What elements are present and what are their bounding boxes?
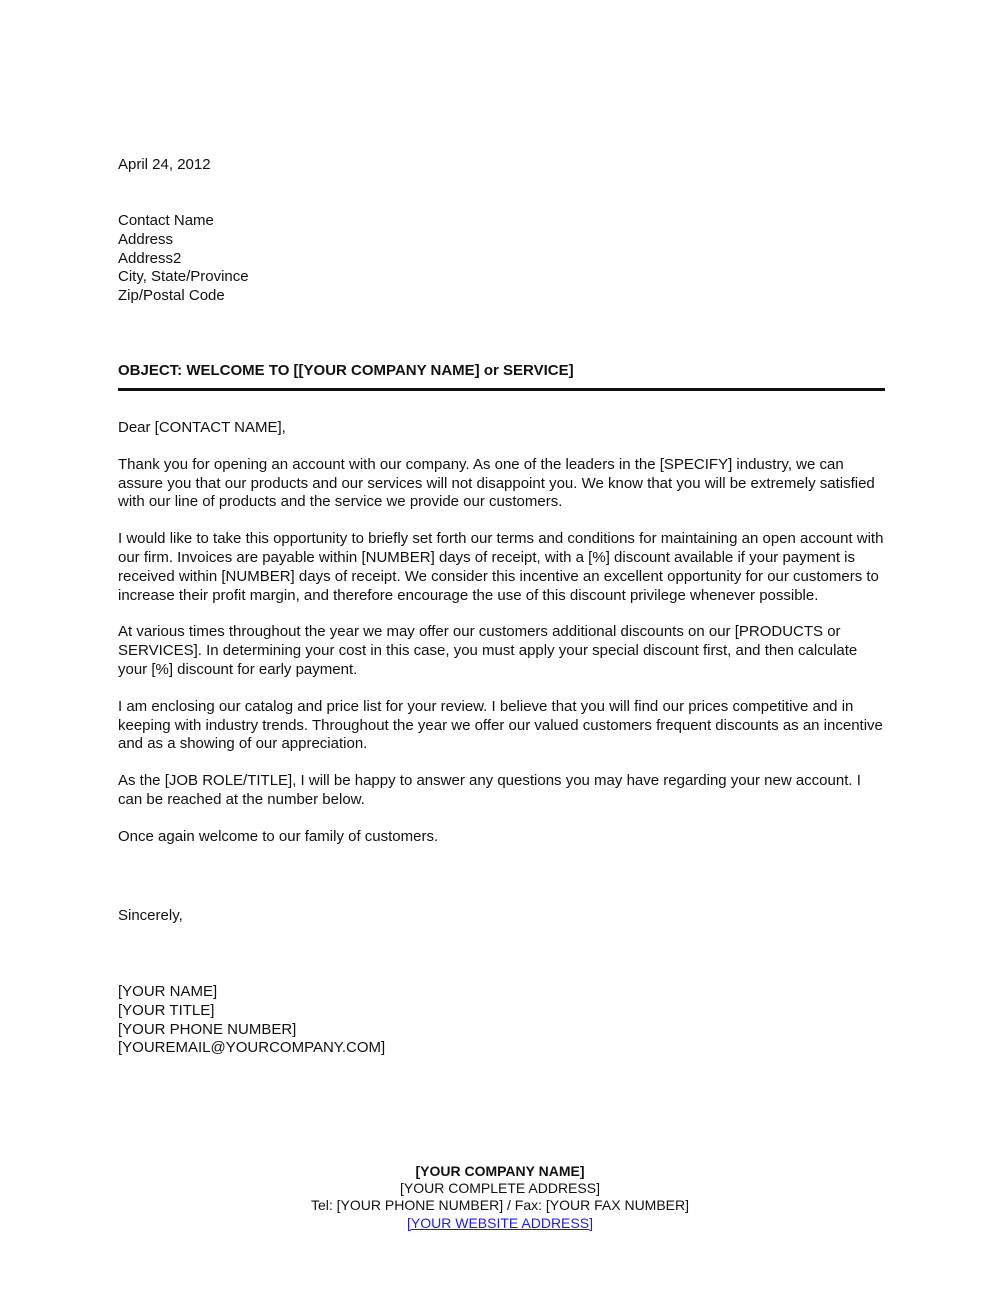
paragraph-4: I am enclosing our catalog and price list for your review. I believe that you will find our prices competitive and in keeping with industry trends. Throughout the year we offer our valued customers frequent discounts as an incentive and as a showing of our appreciation. <box>118 697 883 753</box>
paragraph-1: Thank you for opening an account with our company. As one of the leaders in the [SPECIFY] industry, we can assure you that our products and our services will not disappoint you. We know that you will be extremely satisfied with our line of products and the service we provide our customers. <box>118 455 875 511</box>
letter-body <box>118 419 886 865</box>
signature-name: [YOUR NAME] <box>118 983 218 1000</box>
paragraph-3: At various times throughout the year we may offer our customers additional discounts on our [PRODUCTS or SERVICES]. In determining your cost in this case, you must apply your special discount first, and then calculate your [%] discount for early payment. <box>118 623 858 678</box>
recipient-address: Address <box>118 230 174 248</box>
recipient-zip: Zip/Postal Code <box>118 287 225 305</box>
letter-footer <box>0 1163 1000 1232</box>
footer-contact: Tel: [YOUR PHONE NUMBER] / Fax: [YOUR FAX NUMBER] <box>310 1197 690 1214</box>
signature-title: [YOUR TITLE] <box>118 1001 215 1019</box>
letter-date: April 24, 2012 <box>118 156 211 173</box>
closing: Sincerely, <box>118 907 183 924</box>
recipient-name: Contact Name <box>118 212 214 229</box>
paragraph-2: I would like to take this opportunity to briefly set forth our terms and conditions for maintaining an open account with our firm. Invoices are payable within [NUMBER] days of receipt, with a [%] discount available if your payment is received within [NUMBER] days of receipt. We consider this incentive an excellent opportunity for our customers to increase their profit margin, and therefore encourage the use of this discount privilege whenever possible. <box>118 530 884 604</box>
footer-company: [YOUR COMPANY NAME] <box>415 1163 585 1179</box>
footer-address: [YOUR COMPLETE ADDRESS] <box>400 1180 600 1197</box>
object-line: OBJECT: WELCOME TO [[YOUR COMPANY NAME] or SERVICE] <box>118 362 885 391</box>
paragraph-5: As the [JOB ROLE/TITLE], I will be happy to answer any questions you may have regarding your new account. I can be reached at the number below. <box>118 772 861 808</box>
salutation: Dear [CONTACT NAME], <box>118 419 286 436</box>
paragraph-6: Once again welcome to our family of customers. <box>118 827 439 845</box>
signature-email: [YOUREMAIL@YOURCOMPANY.COM] <box>118 1039 386 1057</box>
footer-website-link[interactable]: [YOUR WEBSITE ADDRESS] <box>407 1214 593 1231</box>
signature-phone: [YOUR PHONE NUMBER] <box>118 1020 297 1038</box>
recipient-block <box>118 212 886 306</box>
signature-block <box>118 983 385 1058</box>
recipient-address2: Address2 <box>118 249 182 267</box>
recipient-city-state: City, State/Province <box>118 268 249 286</box>
